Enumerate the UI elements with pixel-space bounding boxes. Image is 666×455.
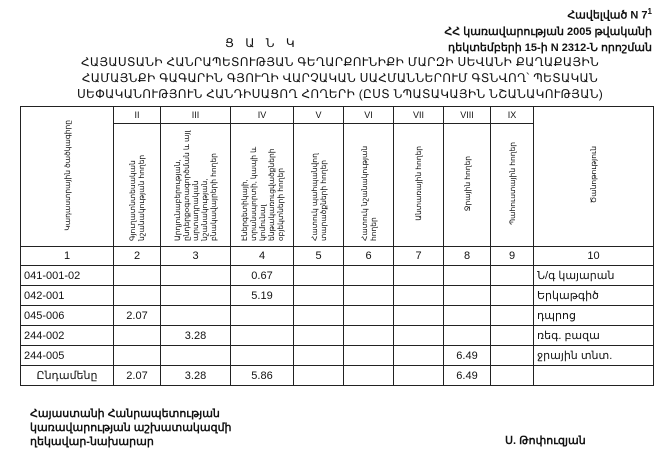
row-label-cell: 041-001-02 [21, 266, 114, 286]
header-text: Ծանոթություն [589, 146, 598, 204]
header-text: Հատուկ նշանակության հողեր [359, 145, 378, 241]
table-cell: 3 [161, 247, 231, 266]
heading-line: ՀԱՅԱՍՏԱՆԻ ՀԱՆՐԱՊԵՏՈՒԹՅԱՆ ԳԵՂԱՐՔՈՒՆԻՔԻ ՄԱՐԶԻ ՍԵՎԱՆԻ ՔԱՂԱՔԱՅԻՆ [80, 55, 600, 69]
table-row [21, 346, 654, 366]
column-header [394, 124, 444, 247]
table-cell [231, 326, 294, 346]
roman-numeral: VI [344, 107, 394, 124]
signatory-position [30, 407, 232, 449]
table-cell: 10 [534, 247, 654, 266]
table-cell [161, 286, 231, 306]
table-cell [344, 306, 394, 326]
table-cell [491, 286, 534, 306]
table-cell [491, 266, 534, 286]
heading-line: ՀԱՄԱՅՆՔԻ ԳԱԳԱՐԻՆ ԳՅՈՒՂԻ ՎԱՐՉԱԿԱՆ ՍԱՀՄԱՆՆԵՐՈՒՄ ԳՏՆՎՈՂ՝ ՊԵՏԱԿԱՆ [81, 71, 599, 85]
table-cell [114, 266, 161, 286]
table-row [21, 266, 654, 286]
table-cell [114, 286, 161, 306]
table-cell [161, 306, 231, 326]
table-cell: 3.28 [161, 366, 231, 386]
table-cell [394, 346, 444, 366]
column-header [21, 107, 114, 247]
table-cell [294, 266, 344, 286]
table-row [21, 326, 654, 346]
table-cell [294, 286, 344, 306]
table-row [21, 306, 654, 326]
header-text: Կադաստրային ծածկագիրը [62, 119, 72, 231]
annex-superscript: 1 [647, 7, 652, 16]
header-text: Անտառային հողեր [414, 146, 423, 221]
table-cell [394, 326, 444, 346]
roman-numeral: IV [231, 107, 294, 124]
table-cell: 4 [231, 247, 294, 266]
table-cell [114, 326, 161, 346]
column-header [114, 124, 161, 247]
table-cell: 7 [394, 247, 444, 266]
header-text: Ջրային հողեր [462, 155, 472, 212]
table-cell: 2.07 [114, 366, 161, 386]
position-line: Հայաստանի Հանրապետության [30, 408, 220, 420]
column-header [294, 124, 344, 247]
table-cell [161, 346, 231, 366]
table-cell [491, 366, 534, 386]
row-label-cell: 244-005 [21, 346, 114, 366]
position-line: ղեկավար-նախարար [30, 436, 154, 448]
signatory-name: Ս. Թոփուզյան [505, 435, 586, 447]
table-cell: 3.28 [161, 326, 231, 346]
table-cell [444, 266, 491, 286]
table-cell: Ն/գ կայարան [534, 266, 654, 286]
table-cell: 2.07 [114, 306, 161, 326]
column-header [231, 124, 294, 247]
column-header [161, 124, 231, 247]
row-label-cell: 1 [21, 247, 114, 266]
table-cell: 2 [114, 247, 161, 266]
table-cell [394, 306, 444, 326]
annex-number: Հավելված N 7 [567, 9, 648, 22]
row-label-cell: 042-001 [21, 286, 114, 306]
table-cell [444, 326, 491, 346]
land-table [20, 106, 654, 386]
table-row [21, 286, 654, 306]
table-cell [344, 346, 394, 366]
table-cell [344, 286, 394, 306]
position-line: կառավարության աշխատակազմի [30, 422, 232, 434]
table-cell: 0.67 [231, 266, 294, 286]
table-cell [294, 306, 344, 326]
table-cell: 6.49 [444, 366, 491, 386]
table-cell [294, 346, 344, 366]
table-cell: 6.49 [444, 346, 491, 366]
table-cell [444, 306, 491, 326]
roman-numeral: VII [394, 107, 444, 124]
table-cell [491, 346, 534, 366]
row-label-cell: 045-006 [21, 306, 114, 326]
table-cell: 6 [344, 247, 394, 266]
column-header [444, 124, 491, 247]
table-cell [231, 306, 294, 326]
document-title: Ց Ա Ն Կ [225, 36, 299, 50]
annex-reference [444, 4, 652, 56]
column-header [534, 107, 654, 247]
table-cell [231, 346, 294, 366]
table-cell [491, 306, 534, 326]
table-cell: դպրոց [534, 306, 654, 326]
header-text: Արդյունաբերության, ընդերքօգտագործման և այլ արտադրական նշանակության, բնակավայրերի հողեր [173, 130, 218, 241]
table-cell [394, 286, 444, 306]
table-cell [294, 326, 344, 346]
table-cell [114, 346, 161, 366]
column-header [344, 124, 394, 247]
table-cell [394, 366, 444, 386]
table-cell [344, 326, 394, 346]
roman-numeral: II [114, 107, 161, 124]
row-label-cell: 244-002 [21, 326, 114, 346]
roman-numeral: IX [491, 107, 534, 124]
table-cell [394, 266, 444, 286]
table-cell: 5.19 [231, 286, 294, 306]
roman-numeral: V [294, 107, 344, 124]
row-label-cell: Ընդամենը [21, 366, 114, 386]
table-cell: 8 [444, 247, 491, 266]
header-text: Հատուկ պահպանվող տարածքների հողեր [309, 152, 328, 241]
header-text: Պահուստային հողեր [507, 142, 517, 225]
header-text: Էներգետիկայի, տրանսպորտի, կապի և կոմունալ ենթակառուցվածքների օբյեկտների հողեր [239, 146, 285, 241]
annex-line-3: դեկտեմբերի 15-ի N 2312-Ն որոշման [447, 41, 652, 54]
table-cell [444, 286, 491, 306]
heading-line: ՍԵՓԱԿԱՆՈՒԹՅՈՒՆ ՀԱՆԴԻՍԱՑՈՂ ՀՈՂԵՐԻ (ԸՍՏ ՆՊԱՏԱԿԱՅԻՆ ՆՇԱՆԱԿՈՒԹՅԱՆ) [76, 87, 604, 101]
annex-line-2: ՀՀ կառավարության 2005 թվականի [444, 25, 652, 38]
table-cell [294, 366, 344, 386]
table-cell [344, 366, 394, 386]
table-cell: ռեգ. բազա [534, 326, 654, 346]
table-cell: 9 [491, 247, 534, 266]
table-cell: 5.86 [231, 366, 294, 386]
total-row [21, 366, 654, 386]
document-heading [40, 54, 640, 102]
header-row [21, 107, 654, 124]
header-text: Գյուղատնտեսական նշանակության հողեր [128, 154, 146, 241]
table-cell [534, 366, 654, 386]
table-cell: ջրային տնտ. [534, 346, 654, 366]
roman-numeral: VIII [444, 107, 491, 124]
table-cell [491, 326, 534, 346]
roman-numeral: III [161, 107, 231, 124]
table-cell: Երկաթգիծ [534, 286, 654, 306]
table-cell [161, 266, 231, 286]
table-cell: 5 [294, 247, 344, 266]
table-cell [344, 266, 394, 286]
column-number-row [21, 247, 654, 266]
column-header [491, 124, 534, 247]
